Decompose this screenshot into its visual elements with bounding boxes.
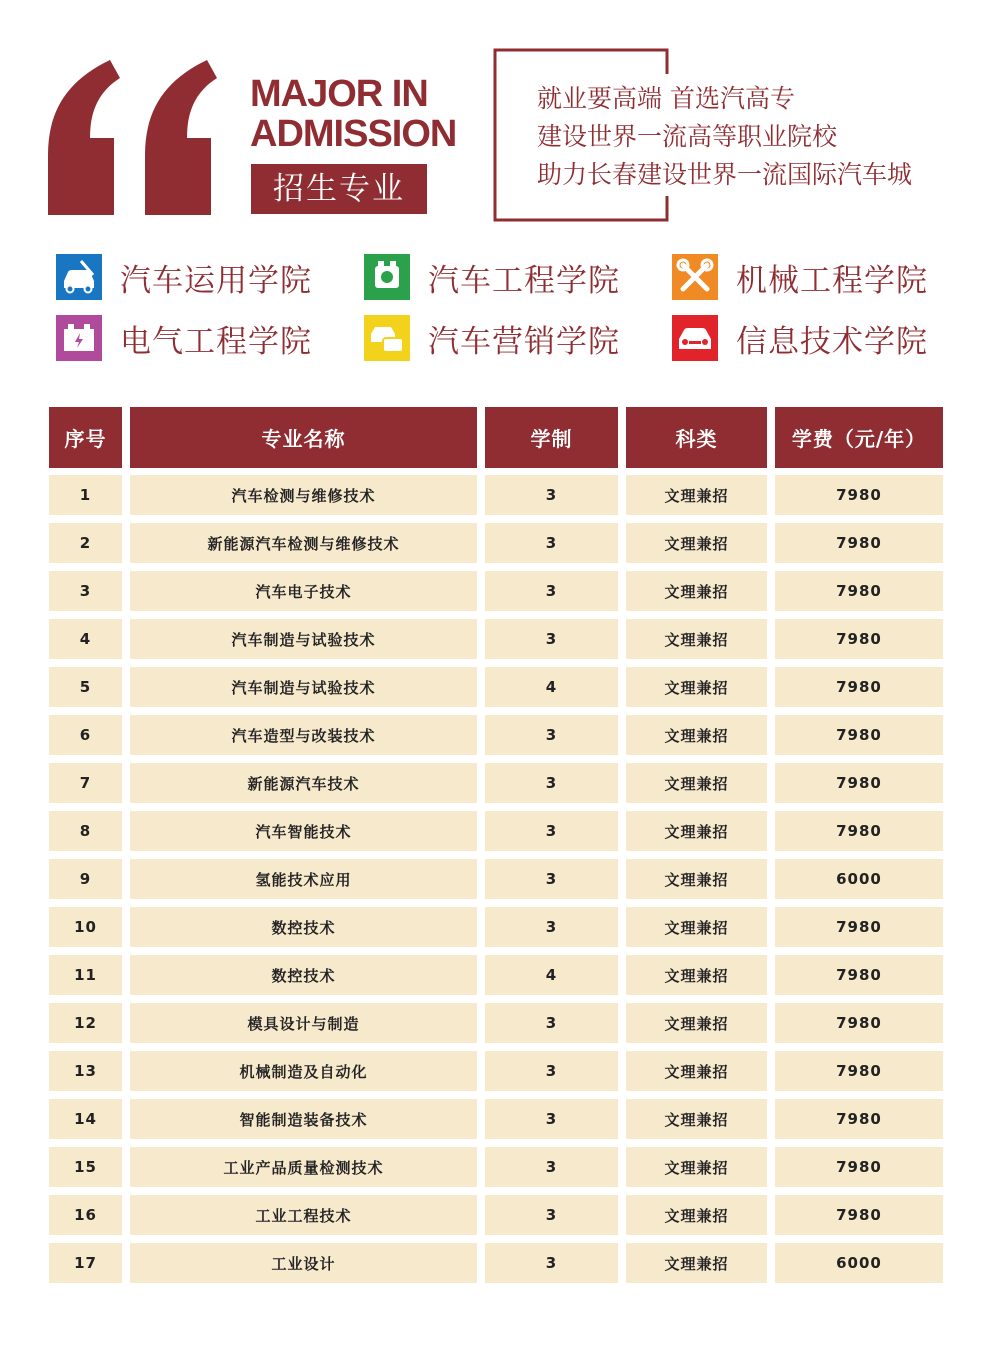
row-category: 文理兼招 (626, 955, 767, 995)
row-tuition: 7980 (775, 667, 943, 707)
college-label: 汽车运用学院 (120, 262, 312, 299)
header-major: 专业名称 (130, 407, 477, 468)
college-mechanical (672, 253, 928, 301)
table-row (49, 1236, 943, 1284)
row-major-name: 氢能技术应用 (130, 859, 477, 899)
row-major-name: 汽车造型与改装技术 (130, 715, 477, 755)
table-row (49, 564, 943, 612)
row-tuition: 7980 (775, 523, 943, 563)
row-index: 14 (49, 1099, 122, 1139)
row-tuition: 7980 (775, 1099, 943, 1139)
row-category: 文理兼招 (626, 571, 767, 611)
row-index: 16 (49, 1195, 122, 1235)
row-duration: 3 (485, 1003, 618, 1043)
row-category: 文理兼招 (626, 763, 767, 803)
car-repair-icon (56, 254, 102, 300)
table-row (49, 852, 943, 900)
table-row (49, 996, 943, 1044)
row-index: 7 (49, 763, 122, 803)
row-tuition: 7980 (775, 571, 943, 611)
row-duration: 3 (485, 571, 618, 611)
row-major-name: 新能源汽车技术 (130, 763, 477, 803)
title-chinese: 招生专业 (251, 164, 427, 214)
row-tuition: 7980 (775, 1195, 943, 1235)
table-row (49, 1092, 943, 1140)
row-duration: 3 (485, 859, 618, 899)
row-duration: 3 (485, 1099, 618, 1139)
row-category: 文理兼招 (626, 619, 767, 659)
header-tuition: 学费（元/年） (775, 407, 943, 468)
row-category: 文理兼招 (626, 1147, 767, 1187)
row-tuition: 7980 (775, 715, 943, 755)
quote-mark-icon (48, 60, 218, 220)
row-category: 文理兼招 (626, 859, 767, 899)
row-category: 文理兼招 (626, 1003, 767, 1043)
row-duration: 3 (485, 619, 618, 659)
row-major-name: 模具设计与制造 (130, 1003, 477, 1043)
engine-icon (364, 254, 410, 300)
table-row (49, 660, 943, 708)
row-category: 文理兼招 (626, 907, 767, 947)
row-category: 文理兼招 (626, 475, 767, 515)
title-english (250, 74, 470, 154)
row-index: 17 (49, 1243, 122, 1283)
row-index: 3 (49, 571, 122, 611)
row-duration: 3 (485, 475, 618, 515)
row-index: 1 (49, 475, 122, 515)
row-index: 4 (49, 619, 122, 659)
title-en-line1: MAJOR IN (250, 73, 428, 115)
row-index: 11 (49, 955, 122, 995)
row-duration: 3 (485, 523, 618, 563)
row-category: 文理兼招 (626, 1195, 767, 1235)
row-duration: 3 (485, 1147, 618, 1187)
row-major-name: 新能源汽车检测与维修技术 (130, 523, 477, 563)
row-category: 文理兼招 (626, 1051, 767, 1091)
battery-icon (56, 315, 102, 361)
row-duration: 3 (485, 1243, 618, 1283)
row-category: 文理兼招 (626, 715, 767, 755)
table-row (49, 1188, 943, 1236)
wrench-icon (672, 254, 718, 300)
college-auto-marketing (364, 314, 620, 362)
row-index: 15 (49, 1147, 122, 1187)
row-tuition: 7980 (775, 1051, 943, 1091)
row-tuition: 7980 (775, 619, 943, 659)
row-major-name: 工业设计 (130, 1243, 477, 1283)
table-row (49, 1044, 943, 1092)
row-tuition: 7980 (775, 955, 943, 995)
row-index: 5 (49, 667, 122, 707)
row-category: 文理兼招 (626, 1099, 767, 1139)
row-tuition: 6000 (775, 859, 943, 899)
row-tuition: 7980 (775, 1003, 943, 1043)
row-major-name: 汽车检测与维修技术 (130, 475, 477, 515)
college-info-tech (672, 314, 928, 362)
row-major-name: 汽车电子技术 (130, 571, 477, 611)
row-category: 文理兼招 (626, 523, 767, 563)
row-duration: 4 (485, 667, 618, 707)
row-tuition: 7980 (775, 475, 943, 515)
row-tuition: 7980 (775, 811, 943, 851)
college-label: 汽车工程学院 (428, 262, 620, 299)
college-electrical (56, 314, 312, 362)
table-header-row (49, 407, 943, 468)
row-index: 2 (49, 523, 122, 563)
row-major-name: 数控技术 (130, 907, 477, 947)
college-auto-application (56, 253, 312, 301)
table-row (49, 1140, 943, 1188)
row-index: 9 (49, 859, 122, 899)
table-row (49, 756, 943, 804)
table-row (49, 468, 943, 516)
row-duration: 3 (485, 1051, 618, 1091)
car-dealer-icon (364, 315, 410, 361)
table-row (49, 900, 943, 948)
row-tuition: 7980 (775, 907, 943, 947)
row-duration: 3 (485, 811, 618, 851)
row-major-name: 工业产品质量检测技术 (130, 1147, 477, 1187)
row-index: 10 (49, 907, 122, 947)
row-category: 文理兼招 (626, 667, 767, 707)
college-auto-engineering (364, 253, 620, 301)
row-index: 6 (49, 715, 122, 755)
slogan-line: 就业要高端 首选汽高专 (537, 84, 795, 113)
table-row (49, 516, 943, 564)
title-en-line2: ADMISSION (250, 113, 457, 155)
college-label: 机械工程学院 (736, 262, 928, 299)
row-major-name: 汽车制造与试验技术 (130, 667, 477, 707)
table-row (49, 948, 943, 996)
row-duration: 3 (485, 715, 618, 755)
row-duration: 3 (485, 907, 618, 947)
car-front-icon (672, 315, 718, 361)
row-index: 8 (49, 811, 122, 851)
row-tuition: 7980 (775, 763, 943, 803)
slogan-line: 助力长春建设世界一流国际汽车城 (537, 160, 913, 189)
row-index: 12 (49, 1003, 122, 1043)
row-duration: 3 (485, 763, 618, 803)
row-tuition: 7980 (775, 1147, 943, 1187)
slogan-list (537, 80, 977, 194)
row-tuition: 6000 (775, 1243, 943, 1283)
row-category: 文理兼招 (626, 1243, 767, 1283)
row-major-name: 机械制造及自动化 (130, 1051, 477, 1091)
row-index: 13 (49, 1051, 122, 1091)
majors-table (49, 407, 943, 1284)
college-label: 汽车营销学院 (428, 323, 620, 360)
table-row (49, 612, 943, 660)
college-label: 电气工程学院 (120, 323, 312, 360)
row-major-name: 数控技术 (130, 955, 477, 995)
header-category: 科类 (626, 407, 767, 468)
row-category: 文理兼招 (626, 811, 767, 851)
row-major-name: 智能制造装备技术 (130, 1099, 477, 1139)
table-row (49, 708, 943, 756)
header-duration: 学制 (485, 407, 618, 468)
slogan-line: 建设世界一流高等职业院校 (537, 122, 838, 151)
table-row (49, 804, 943, 852)
row-duration: 3 (485, 1195, 618, 1235)
row-major-name: 工业工程技术 (130, 1195, 477, 1235)
row-duration: 4 (485, 955, 618, 995)
row-major-name: 汽车智能技术 (130, 811, 477, 851)
college-label: 信息技术学院 (736, 323, 928, 360)
header-index: 序号 (49, 407, 122, 468)
row-major-name: 汽车制造与试验技术 (130, 619, 477, 659)
